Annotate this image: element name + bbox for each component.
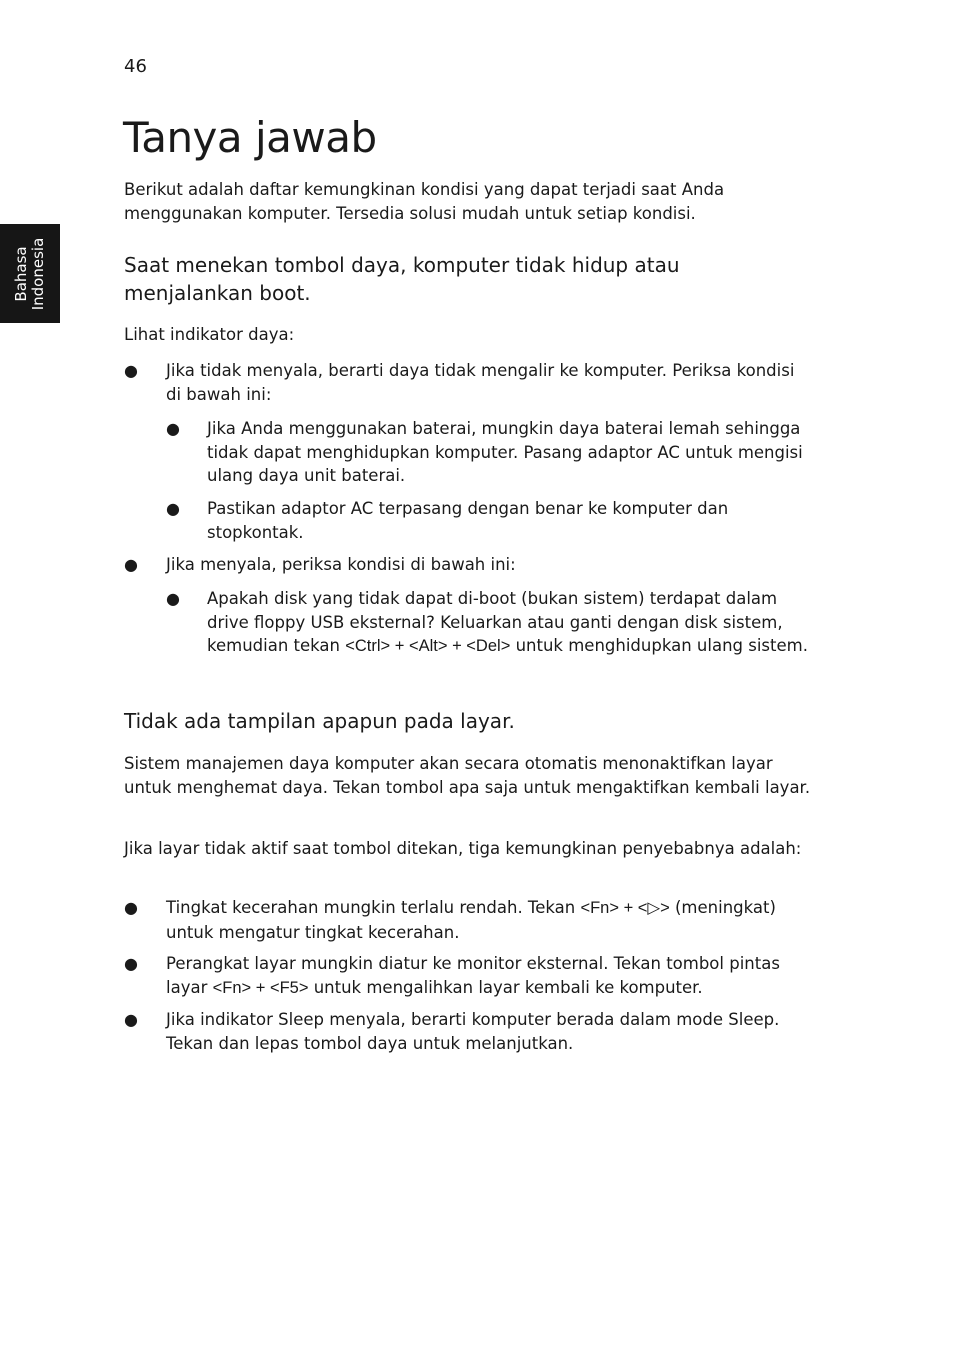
list-item: Jika indikator Sleep menyala, berarti komputer berada dalam mode Sleep. Tekan dan lepas tombol daya untuk melanjutkan. <box>166 1010 780 1053</box>
list-item <box>207 587 812 659</box>
item-text: untuk menghidupkan ulang sistem. <box>510 636 808 655</box>
list-item <box>166 952 812 1000</box>
page-number: 46 <box>124 56 147 77</box>
section1-heading-line1: Saat menekan tombol daya, komputer tidak hidup atau <box>124 253 680 277</box>
bullet-icon: ● <box>166 499 180 518</box>
item-text: Apakah disk yang tidak dapat di-boot (bukan sistem) terdapat dalam drive floppy USB eksternal? Keluarkan atau ganti dengan disk sistem, kemudian tekan <box>207 589 783 655</box>
intro-paragraph: Berikut adalah daftar kemungkinan kondisi yang dapat terjadi saat Anda menggunakan komputer. Tersedia solusi mudah untuk setiap kondisi. <box>124 180 725 223</box>
key-combo: <Ctrl> + <Alt> + <Del> <box>345 637 511 655</box>
bullet-icon: ● <box>124 898 138 917</box>
key-combo: <Fn> + <F5> <box>212 978 309 997</box>
page-title: Tanya jawab <box>123 113 377 162</box>
bullet-icon: ● <box>124 555 138 574</box>
section2-heading: Tidak ada tampilan apapun pada layar. <box>124 709 515 733</box>
side-tab-line1: Bahasa <box>12 245 30 302</box>
side-tab-line2: Indonesia <box>29 237 47 310</box>
item-text: (meningkat) untuk mengatur tingkat kecerahan. <box>166 898 776 942</box>
item-text: Perangkat layar mungkin diatur ke monitor eksternal. Tekan tombol pintas layar <box>166 954 780 997</box>
list-item: Pastikan adaptor AC terpasang dengan benar ke komputer dan stopkontak. <box>207 499 729 542</box>
bullet-icon: ● <box>166 589 180 608</box>
list-item: Jika Anda menggunakan baterai, mungkin daya baterai lemah sehingga tidak dapat menghidupkan komputer. Pasang adaptor AC untuk mengisi ulang daya unit baterai. <box>207 419 803 485</box>
section2-paragraph-2: Jika layar tidak aktif saat tombol ditekan, tiga kemungkinan penyebabnya adalah: <box>124 839 802 858</box>
list-item: Jika menyala, periksa kondisi di bawah ini: <box>166 555 516 574</box>
list-item: Jika tidak menyala, berarti daya tidak mengalir ke komputer. Periksa kondisi di bawah ini: <box>166 361 795 404</box>
section1-heading <box>124 251 814 307</box>
bullet-icon: ● <box>124 954 138 973</box>
bullet-icon: ● <box>124 1010 138 1029</box>
language-side-tab <box>0 224 60 323</box>
bullet-icon: ● <box>166 419 180 438</box>
section1-lead: Lihat indikator daya: <box>124 325 295 344</box>
item-text: untuk mengalihkan layar kembali ke komputer. <box>308 977 703 997</box>
list-item <box>166 896 812 944</box>
section1-heading-line2: menjalankan boot. <box>124 281 311 305</box>
bullet-icon: ● <box>124 361 138 380</box>
section2-paragraph-1: Sistem manajemen daya komputer akan secara otomatis menonaktifkan layar untuk menghemat daya. Tekan tombol apa saja untuk mengaktifkan kembali layar. <box>124 754 811 797</box>
key-combo: <Fn> + <▷> <box>580 899 670 917</box>
item-text: Tingkat kecerahan mungkin terlalu rendah. Tekan <box>166 898 581 917</box>
